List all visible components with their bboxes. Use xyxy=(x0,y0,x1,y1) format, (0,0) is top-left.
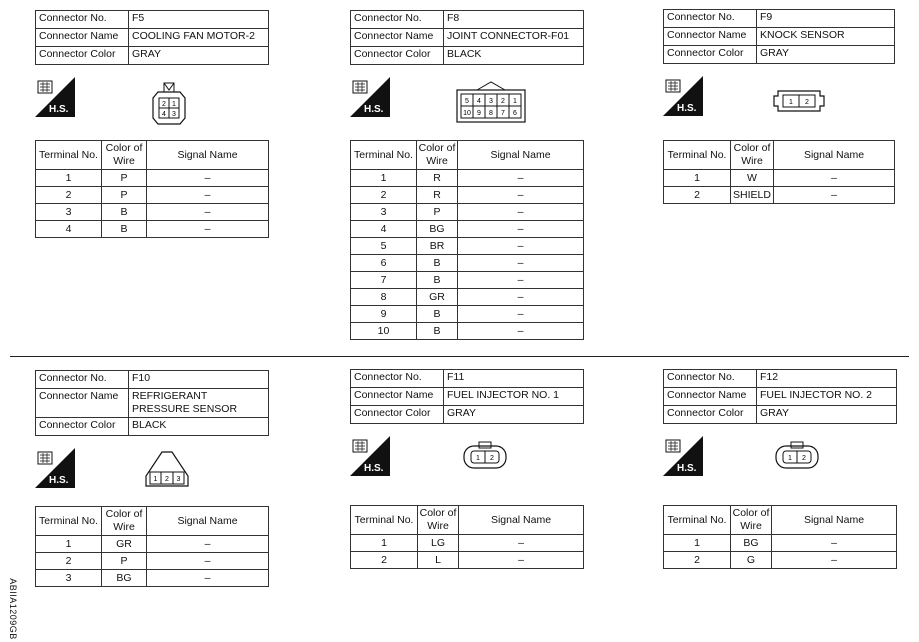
label-connector-color: Connector Color xyxy=(351,406,444,424)
th-signal-name: Signal Name xyxy=(147,141,269,170)
label-connector-no: Connector No. xyxy=(36,11,129,29)
connector-color-value: BLACK xyxy=(444,47,584,65)
table-row: 10 B – xyxy=(351,323,584,340)
table-row: 8 GR – xyxy=(351,289,584,306)
th-terminal-no: Terminal No. xyxy=(664,141,731,170)
connector-color-value: GRAY xyxy=(757,46,895,64)
label-connector-color: Connector Color xyxy=(351,47,444,65)
section-divider xyxy=(10,356,909,357)
label-connector-name: Connector Name xyxy=(351,29,444,47)
svg-text:H.S.: H.S. xyxy=(49,475,69,486)
table-row: 2 SHIELD – xyxy=(664,187,895,204)
th-color-of-wire: Color of Wire xyxy=(731,506,772,535)
th-terminal-no: Terminal No. xyxy=(36,507,102,536)
table-row: 5 BR – xyxy=(351,238,584,255)
hs-icon xyxy=(35,448,75,488)
connector-color-value: GRAY xyxy=(444,406,584,424)
table-row: 3 P – xyxy=(351,204,584,221)
connector-no-value: F12 xyxy=(757,370,897,388)
hs-icon xyxy=(350,436,390,476)
connector-f9-terminal-table xyxy=(663,140,895,204)
pin-label: 3 xyxy=(489,98,493,105)
label-connector-no: Connector No. xyxy=(351,370,444,388)
pin-label: 2 xyxy=(165,476,169,483)
pin-label: 5 xyxy=(465,98,469,105)
pin-label: 7 xyxy=(501,110,505,117)
connector-f9-info xyxy=(663,9,895,64)
th-color-of-wire: Color of Wire xyxy=(417,141,458,170)
connector-f8-face xyxy=(455,78,527,124)
label-connector-no: Connector No. xyxy=(351,11,444,29)
th-signal-name: Signal Name xyxy=(147,507,269,536)
th-color-of-wire: Color of Wire xyxy=(102,141,147,170)
table-row: 1 BG – xyxy=(664,535,897,552)
connector-f11-face xyxy=(462,440,508,470)
th-color-of-wire: Color of Wire xyxy=(418,506,459,535)
table-row: 2 G – xyxy=(664,552,897,569)
connector-no-value: F11 xyxy=(444,370,584,388)
table-row: 4 B – xyxy=(36,221,269,238)
label-connector-no: Connector No. xyxy=(664,10,757,28)
th-terminal-no: Terminal No. xyxy=(351,506,418,535)
label-connector-name: Connector Name xyxy=(36,389,129,418)
label-connector-color: Connector Color xyxy=(36,418,129,436)
table-row: 9 B – xyxy=(351,306,584,323)
pin-label: 1 xyxy=(513,98,517,105)
connector-name-value: FUEL INJECTOR NO. 1 xyxy=(444,388,584,406)
table-row: 1 GR – xyxy=(36,536,269,553)
table-row: 2 R – xyxy=(351,187,584,204)
table-row: 1 W – xyxy=(664,170,895,187)
pin-label: 1 xyxy=(476,455,480,462)
table-row: 4 BG – xyxy=(351,221,584,238)
pin-label: 1 xyxy=(789,99,793,106)
connector-no-value: F10 xyxy=(129,371,269,389)
connector-f12-info xyxy=(663,369,897,424)
svg-text:H.S.: H.S. xyxy=(677,463,697,474)
connector-no-value: F5 xyxy=(129,11,269,29)
pin-label: 10 xyxy=(463,110,471,117)
th-color-of-wire: Color of Wire xyxy=(731,141,774,170)
connector-name-value: FUEL INJECTOR NO. 2 xyxy=(757,388,897,406)
label-connector-name: Connector Name xyxy=(664,388,757,406)
connector-f5-terminal-table xyxy=(35,140,269,238)
table-row: 2 L – xyxy=(351,552,584,569)
th-terminal-no: Terminal No. xyxy=(351,141,417,170)
connector-name-value: JOINT CONNECTOR-F01 xyxy=(444,29,584,47)
th-terminal-no: Terminal No. xyxy=(36,141,102,170)
label-connector-no: Connector No. xyxy=(664,370,757,388)
table-row: 7 B – xyxy=(351,272,584,289)
th-signal-name: Signal Name xyxy=(459,506,584,535)
label-connector-name: Connector Name xyxy=(351,388,444,406)
connector-f10-terminal-table xyxy=(35,506,269,587)
pin-label: 1 xyxy=(172,101,176,108)
connector-f12-face xyxy=(774,440,820,470)
connector-name-value: COOLING FAN MOTOR-2 xyxy=(129,29,269,47)
th-color-of-wire: Color of Wire xyxy=(102,507,147,536)
connector-name-value: KNOCK SENSOR xyxy=(757,28,895,46)
th-signal-name: Signal Name xyxy=(772,506,897,535)
connector-f12-terminal-table xyxy=(663,505,897,569)
connector-f11-info xyxy=(350,369,584,424)
hs-icon xyxy=(35,77,75,117)
hs-icon xyxy=(663,76,703,116)
connector-f5-info xyxy=(35,10,269,65)
th-terminal-no: Terminal No. xyxy=(664,506,731,535)
connector-color-value: GRAY xyxy=(129,47,269,65)
connector-f8-info xyxy=(350,10,584,65)
connector-no-value: F8 xyxy=(444,11,584,29)
pin-label: 3 xyxy=(172,111,176,118)
pin-label: 1 xyxy=(153,476,158,483)
pin-label: 6 xyxy=(513,110,517,117)
svg-text:H.S.: H.S. xyxy=(364,104,384,115)
table-row: 1 P – xyxy=(36,170,269,187)
pin-label: 2 xyxy=(501,98,505,105)
connector-f8-terminal-table xyxy=(350,140,584,340)
svg-text:H.S.: H.S. xyxy=(677,103,697,114)
figure-code: ABIIA1209GB xyxy=(7,578,18,640)
connector-f10-info xyxy=(35,370,269,436)
label-connector-no: Connector No. xyxy=(36,371,129,389)
connector-f5-face xyxy=(148,80,190,126)
connector-f11-terminal-table xyxy=(350,505,584,569)
table-row: 6 B – xyxy=(351,255,584,272)
connector-color-value: GRAY xyxy=(757,406,897,424)
connector-f9-face xyxy=(772,88,826,114)
svg-text:H.S.: H.S. xyxy=(49,104,69,115)
pin-label: 3 xyxy=(176,476,181,483)
th-signal-name: Signal Name xyxy=(458,141,584,170)
label-connector-name: Connector Name xyxy=(36,29,129,47)
svg-text:H.S.: H.S. xyxy=(364,463,384,474)
pin-label: 8 xyxy=(489,110,493,117)
connector-no-value: F9 xyxy=(757,10,895,28)
pin-label: 4 xyxy=(162,111,166,118)
th-signal-name: Signal Name xyxy=(774,141,895,170)
table-row: 1 LG – xyxy=(351,535,584,552)
pin-label: 2 xyxy=(802,455,806,462)
connector-f10-face xyxy=(142,448,192,490)
pin-label: 9 xyxy=(477,110,481,117)
table-row: 2 P – xyxy=(36,187,269,204)
label-connector-color: Connector Color xyxy=(664,46,757,64)
label-connector-color: Connector Color xyxy=(36,47,129,65)
hs-icon xyxy=(350,77,390,117)
label-connector-name: Connector Name xyxy=(664,28,757,46)
pin-label: 4 xyxy=(477,98,481,105)
table-row: 3 B – xyxy=(36,204,269,221)
table-row: 1 R – xyxy=(351,170,584,187)
pin-label: 2 xyxy=(162,101,166,108)
table-row: 3 BG – xyxy=(36,570,269,587)
hs-icon xyxy=(663,436,703,476)
pin-label: 1 xyxy=(788,455,792,462)
table-row: 2 P – xyxy=(36,553,269,570)
pin-label: 2 xyxy=(805,99,809,106)
label-connector-color: Connector Color xyxy=(664,406,757,424)
pin-label: 2 xyxy=(490,455,494,462)
connector-color-value: BLACK xyxy=(129,418,269,436)
connector-name-value: REFRIGERANT PRESSURE SENSOR xyxy=(129,389,269,418)
